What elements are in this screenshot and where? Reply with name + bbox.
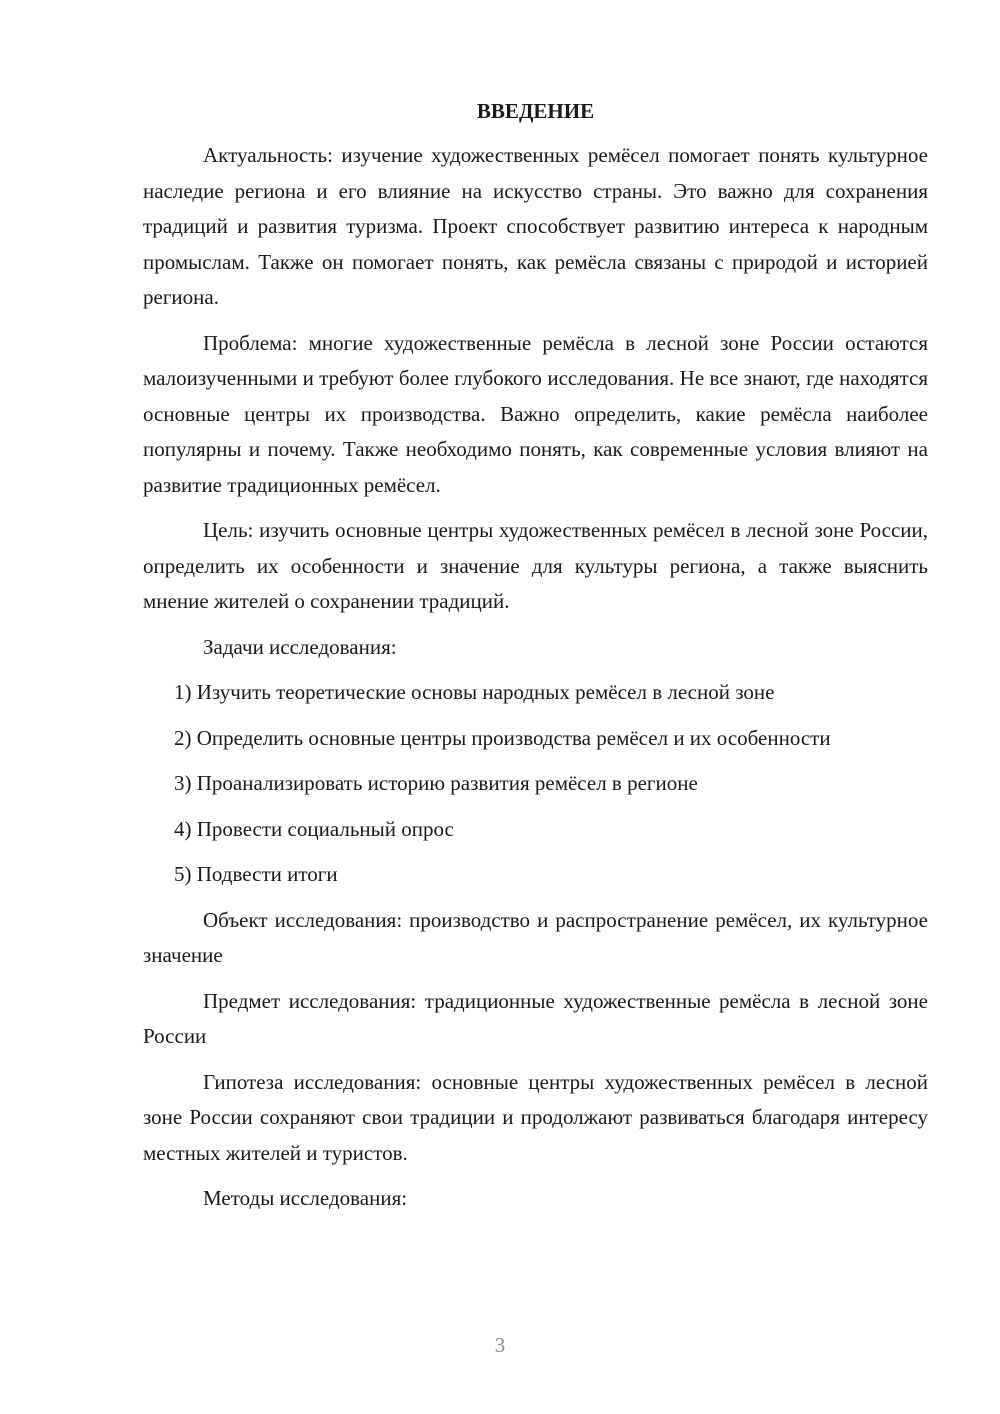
subject-paragraph: Предмет исследования: традиционные художественные ремёсла в лесной зоне России	[143, 988, 928, 1048]
tasks-title: Задачи исследования:	[203, 634, 397, 659]
task-item: 4) Провести социальный опрос	[174, 816, 454, 841]
page-content	[143, 97, 928, 1227]
relevance-paragraph: Актуальность: изучение художественных ремёсел помогает понять культурное наследие региона и его влияние на искусство страны. Это важно для сохранения традиций и развития туризма. Проект способствует развитию интереса к народным промыслам. Также он помогает понять, как ремёсла связаны с природой и историей региона.	[143, 143, 928, 309]
methods-title: Методы исследования:	[203, 1186, 408, 1210]
task-item: 1) Изучить теоретические основы народных ремёсел в лесной зоне	[174, 680, 775, 704]
hypothesis-paragraph: Гипотеза исследования: основные центры художественных ремёсел в лесной зоне России сохраняют свои традиции и продолжают развиваться благодаря интересу местных жителей и туристов.	[143, 1069, 928, 1165]
object-paragraph: Объект исследования: производство и распространение ремёсел, их культурное значение	[143, 907, 928, 967]
goal-paragraph: Цель: изучить основные центры художественных ремёсел в лесной зоне России, определить их особенности и значение для культуры региона, а также выяснить мнение жителей о сохранении традиций.	[143, 518, 928, 613]
task-item: 3) Проанализировать историю развития ремёсел в регионе	[174, 771, 698, 795]
page-number: 3	[494, 1333, 506, 1357]
task-item: 2) Определить основные центры производства ремёсел и их особенности	[174, 725, 831, 750]
section-heading: ВВЕДЕНИЕ	[476, 99, 595, 123]
task-item: 5) Подвести итоги	[174, 862, 338, 886]
problem-paragraph: Проблема: многие художественные ремёсла в лесной зоне России остаются малоизученными и требуют более глубокого исследования. Не все знают, где находятся основные центры их производства. Важно определить, какие ремёсла наиболее популярны и почему. Также необходимо понять, как современные условия влияют на развитие традиционных ремёсел.	[143, 330, 928, 497]
